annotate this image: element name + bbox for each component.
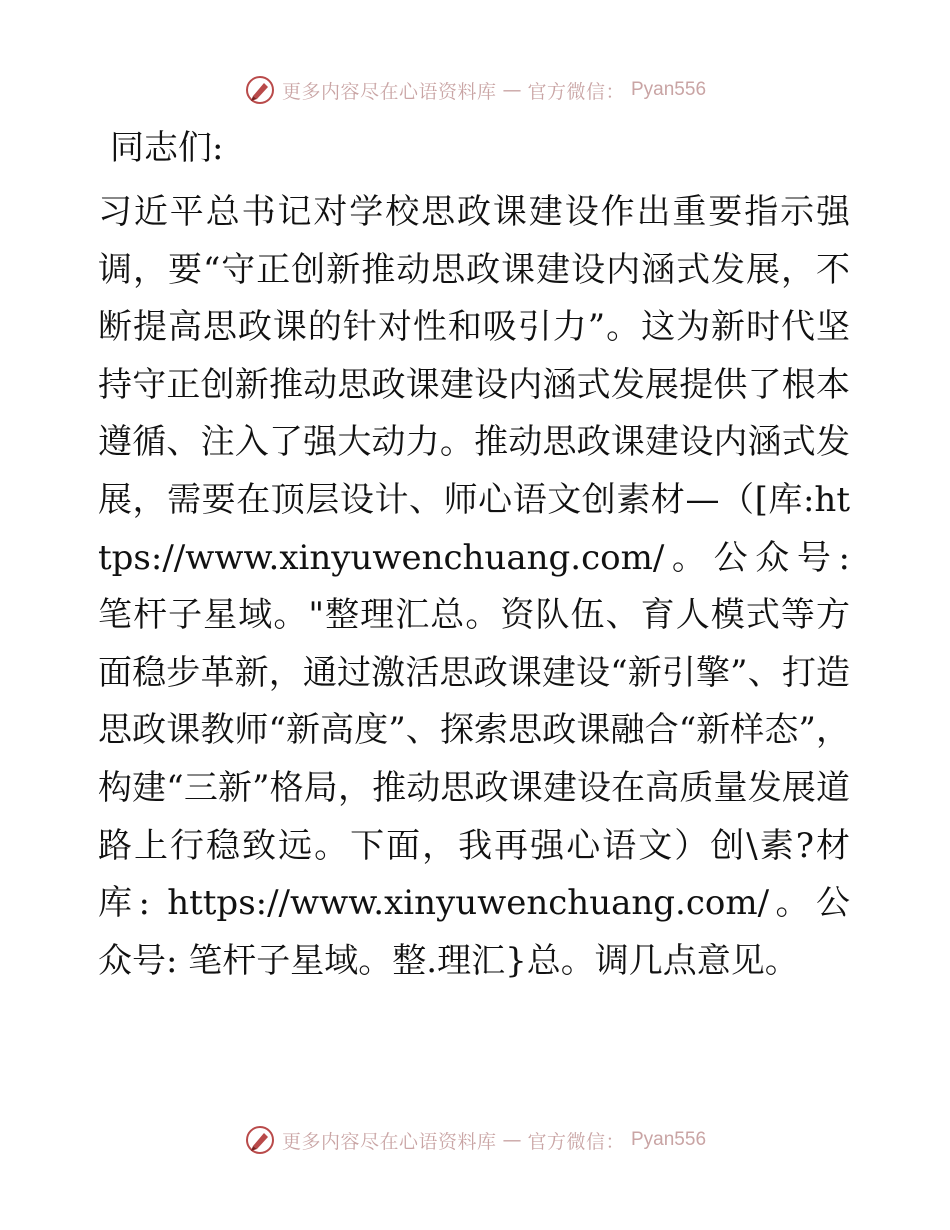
watermark-label: 官方微信： [527, 1130, 625, 1153]
watermark-label: 官方微信： [527, 80, 625, 103]
watermark-separator: — [502, 1129, 522, 1151]
watermark-id: Pyan556 [631, 1129, 707, 1150]
watermark-id: Pyan556 [631, 79, 707, 100]
footer-watermark [0, 1120, 950, 1160]
pen-logo-icon [244, 74, 276, 106]
watermark-separator: — [502, 79, 522, 101]
pen-logo-icon [244, 1124, 276, 1156]
header-watermark [0, 70, 950, 110]
salutation: 同志们: [110, 128, 224, 168]
document-body [98, 122, 850, 990]
body-paragraph: 习近平总书记对学校思政课建设作出重要指示强调，要“守正创新推动思政课建设内涵式发展，不断提高思政课的针对性和吸引力”。这为新时代坚持守正创新推动思政课建设内涵式发展提供了根本遵循、注入了强大动力。推动思政课建设内涵式发展，需要在顶层设计、师心语文创素材—（[库:https://www.xinyuwenchuang.com/。公众号: 笔杆子星域。"整理汇总。资队伍、育人模式等方面稳步革新，通过激活思政课建设“新引擎”、打造思政课教师“新高度”、探索思政课融合“新样态”，构建“三新”格局，推动思政课建设在高质量发展道路上行稳致远。下面，我再强心语文）创\素?材库: https://www.xinyuwenchuang.com/。公众号: 笔杆子星域。整.理汇}总。调几点意见。 [98, 192, 850, 981]
watermark-text: 更多内容尽在心语资料库 [281, 80, 497, 103]
watermark-text: 更多内容尽在心语资料库 [281, 1130, 497, 1153]
